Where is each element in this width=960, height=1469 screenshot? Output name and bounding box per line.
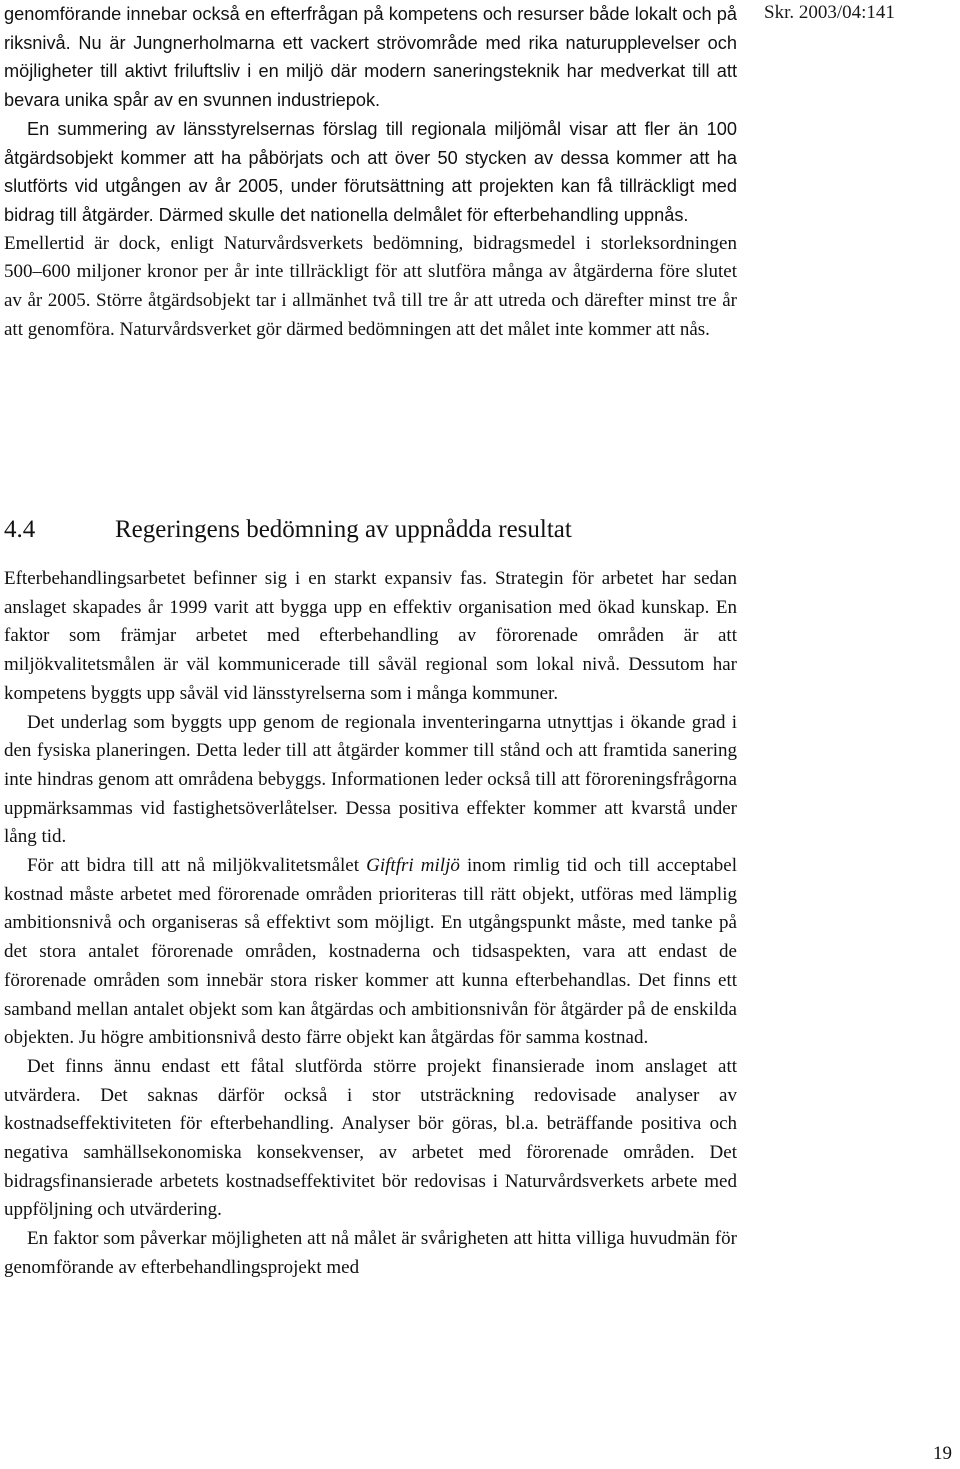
intro-paragraph-2: En summering av länsstyrelsernas förslag till regionala miljömål visar att fler än 100 åtgärdsobjekt kommer att ha påbörjats och att över 50 stycken av dessa kommer att ha slutförts vid utgången av år 2005, under förutsättning att projekten kan få tillräckligt med bidrag till åtgärder. Därmed skulle det nationella delmålet för efterbehandling uppnås. [4, 118, 737, 225]
section-text [4, 565, 737, 1283]
intro-text [4, 0, 737, 344]
document-reference: Skr. 2003/04:141 [764, 2, 895, 23]
section-paragraph-3-end: inom rimlig tid och till acceptabel kostnad måste arbetet med förorenade områden prioriteras till rätt objekt, utföras med lämplig ambitionsnivå och organiseras så effektivt som möjligt. En utgångspunkt måste, med tanke på det stora antalet förorenade områden, kostnaderna och tidsaspekten, vara att endast de förorenade områden som innebär stora risker kommer att kunna efterbehandlas. Det finns ett samband mellan antalet objekt som kan åtgärdas och ambitionsnivån för åtgärder på de enskilda objekten. Ju högre ambitionsnivå desto färre objekt kan åtgärdas för samma kostnad. [4, 855, 737, 1049]
section-paragraph-3-start: För att bidra till att nå miljökvalitetsmålet [27, 855, 367, 877]
section-paragraph-5: En faktor som påverkar möjligheten att nå målet är svårigheten att hitta villiga huvudmän för genomförande av efterbehandlingsprojekt med [4, 1228, 737, 1278]
section-paragraph-2: Det underlag som byggts upp genom de regionala inventeringarna utnyttjas i ökande grad i den fysiska planeringen. Detta leder till att åtgärder kommer till stånd och att framtida sanering inte hindras genom att områdena bebyggs. Informationen leder också till att föroreningsfrågorna uppmärksammas vid fastighetsöverlåtelser. Dessa positiva effekter kommer att kvarstå under lång tid. [4, 711, 737, 848]
section-paragraph-3 [4, 852, 737, 1053]
section-number: 4.4 [4, 516, 36, 543]
section-paragraph-1: Efterbehandlingsarbetet befinner sig i en starkt expansiv fas. Strategin för arbetet har sedan anslaget skapades år 1999 varit att bygga upp en effektiv organisation med ökad kunskap. En faktor som främjar arbetet med efterbehandling av förorenade områden är att miljökvalitetsmålen är väl kommunicerade till såväl regional som lokal nivå. Dessutom har kompetens byggts upp såväl vid länsstyrelserna som i många kommuner. [4, 568, 737, 704]
section-paragraph-4: Det finns ännu endast ett fåtal slutförda större projekt finansierade inom anslaget att utvärdera. Det saknas därför också i stor utsträckning redovisade analyser av kostnadseffektiviteten för efterbehandling. Analyser bör göras, bl.a. beträffande positiva och negativa samhällsekonomiska konsekvenser, av arbetet med förorenade områden. Det bidragsfinansierade arbetets kostnadseffektivitet bör redovisas i Naturvårdsverkets arbete med uppföljning och utvärdering. [4, 1055, 737, 1221]
section-heading [4, 512, 737, 548]
intro-paragraph-3: Emellertid är dock, enligt Naturvårdsverkets bedömning, bidragsmedel i storleksordningen 500–600 miljoner kronor per år inte tillräckligt för att slutföra många av åtgärderna före slutet av år 2005. Större åtgärdsobjekt tar i allmänhet två till tre år att utreda och därefter minst tre år att genomföra. Naturvårdsverket gör därmed bedömningen att det målet inte kommer att nås. [4, 232, 737, 340]
goal-name: Giftfri miljö [366, 855, 460, 877]
page-number: 19 [933, 1443, 952, 1464]
section-title: Regeringens bedömning av uppnådda resultat [115, 516, 572, 543]
intro-paragraph-1: genomförande innebar också en efterfrågan på kompetens och resurser både lokalt och på riksnivå. Nu är Jungnerholmarna ett vackert strövområde med rika naturupplevelser och möjligheter till aktivt friluftsliv i en miljö där modern saneringsteknik har medverkat till att bevara unika spår av en svunnen industriepok. [4, 4, 737, 111]
